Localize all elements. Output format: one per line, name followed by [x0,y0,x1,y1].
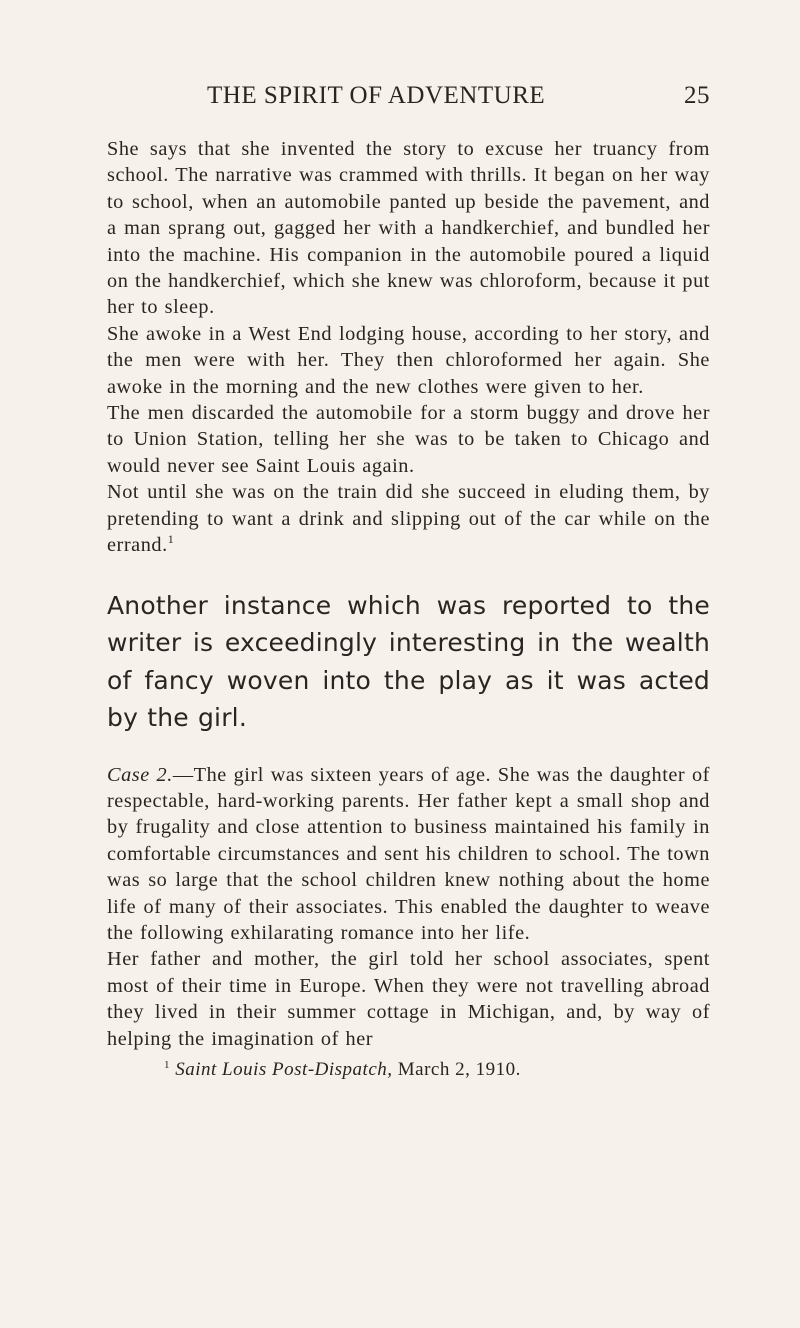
case-2-parents-paragraph: Her father and mother, the girl told her school associates, spent most of their time in Europe. When they were not travelling abroad they lived in their summer cottage in Michigan, and, by way of helping the imagination of her [107,948,710,1050]
large-type-passage [107,587,710,737]
case-label: Case 2. [107,763,173,786]
paragraph-union-station: The men discarded the automobile for a storm buggy and drove her to Union Station, telling her she was to be taken to Chicago and would never see Saint Louis again. [107,402,710,477]
paragraph-truancy-story: She says that she invented the story to excuse her truancy from school. The narrative was crammed with thrills. It began on her way to school, when an automobile panted up beside the pavement, and a man sprang out, gagged her with a handkerchief, and bundled her into the machine. His companion in the automobile poured a liquid on the handkerchief, which she knew was chloroform, because it put her to sleep. [107,138,710,319]
footnote [107,1058,710,1082]
running-head-title: THE SPIRIT OF ADVENTURE [207,82,546,109]
body-text [107,136,710,559]
footnote-marker: 1 [164,1058,170,1071]
case-2-paragraph [107,762,710,947]
running-head [107,82,710,122]
footnote-reference: 1 [167,532,175,547]
case-2-text: —The girl was sixteen years of age. She was the daughter of respectable, hard-working parents. Her father kept a small shop and by frugality and close attention to business maintained his family in comfortable circumstances and sent his children to school. The town was so large that the school children knew nothing about the home life of many of their associates. This enabled the daughter to weave the following exhilarating romance into her life. [107,763,710,944]
paragraph-lodging-house: She awoke in a West End lodging house, according to her story, and the men were with her. They then chloroformed her again. She awoke in the morning and the new clothes were given to her. [107,322,710,398]
paragraph-escape [107,479,710,558]
footnote-date: March 2, 1910. [392,1058,521,1080]
book-page [107,82,710,1082]
paragraph-escape-text: Not until she was on the train did she succeed in eluding them, by pretending to want a drink and slipping out of the car while on the errand. [107,481,710,557]
footnote-source: Saint Louis Post-Dispatch, [175,1058,393,1080]
case-2-section [107,762,710,1052]
page-number: 25 [684,82,710,109]
large-type-paragraph: Another instance which was reported to the writer is exceedingly interesting in the wealth of fancy woven into the play as it was acted by the girl. [107,590,710,732]
